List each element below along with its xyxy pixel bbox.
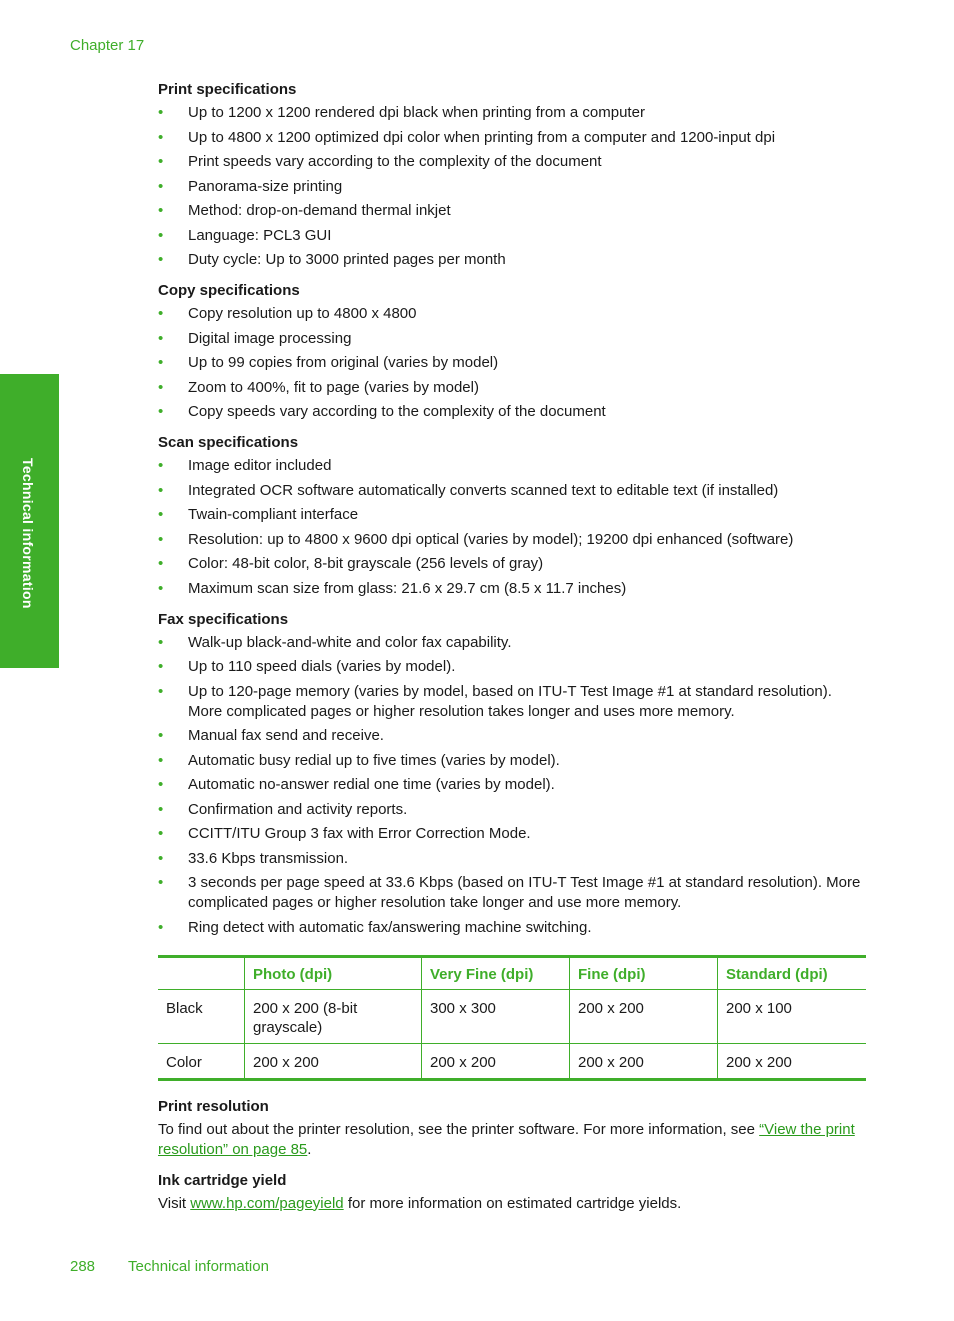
list-item [158,849,868,869]
table-cell: 200 x 200 [422,1043,570,1079]
bullet-icon: • [158,251,164,268]
list-item-text: Maximum scan size from glass: 21.6 x 29.7 cm (8.5 x 11.7 inches) [188,579,627,597]
table-cell: 300 x 300 [422,989,570,1043]
list-item [158,579,868,599]
list-item [158,103,868,123]
table-cell: 200 x 200 [570,1043,718,1079]
ink-yield-text [158,1194,868,1214]
footer-section-title: Technical information [128,1258,269,1275]
list-item-text: Resolution: up to 4800 x 9600 dpi optical (varies by model); 19200 dpi enhanced (software) [188,530,794,548]
side-tab-label: Technical information [20,458,36,609]
list-item [158,456,868,476]
list-item [158,505,868,525]
table-row [158,989,866,1043]
bullet-icon: • [158,874,164,891]
print-resolution-heading: Print resolution [158,1097,269,1115]
bullet-icon: • [158,579,164,597]
chapter-label: Chapter 17 [70,37,145,54]
side-tab [0,374,59,668]
scan-spec-heading: Scan specifications [158,434,299,451]
copy-spec-list [158,304,868,422]
list-item [158,554,868,574]
copy-spec-heading: Copy specifications [158,282,300,299]
list-item-text: Copy speeds vary according to the complexity of the document [188,403,606,420]
list-item [158,800,868,820]
bullet-icon: • [158,727,164,744]
list-item-text: Up to 4800 x 1200 optimized dpi color when printing from a computer and 1200-input dpi [188,128,776,146]
bullet-icon: • [158,177,164,195]
table-header-cell [158,956,245,989]
list-item [158,726,868,746]
list-item [158,304,868,324]
bullet-icon: • [158,751,164,769]
bullet-icon: • [158,633,164,651]
list-item-text: Up to 110 speed dials (varies by model). [188,658,456,675]
list-item [158,201,868,221]
page-number: 288 [70,1258,96,1275]
list-item-text: Manual fax send and receive. [188,727,384,744]
table-header-cell: Photo (dpi) [245,956,422,989]
list-item-text: Up to 99 copies from original (varies by model) [188,354,499,371]
bullet-icon: • [158,825,164,842]
list-item-text: Method: drop-on-demand thermal inkjet [188,202,451,219]
list-item-text: Confirmation and activity reports. [188,800,408,818]
bullet-icon: • [158,202,164,219]
view-print-resolution-link[interactable]: “View the print resolution” on page 85 [158,1120,855,1158]
print-spec-heading: Print specifications [158,81,297,98]
table-row [158,1043,866,1079]
bullet-icon: • [158,658,164,675]
list-item-text: Ring detect with automatic fax/answering machine switching. [188,918,592,936]
ink-yield-text-after: for more information on estimated cartridge yields. [343,1194,682,1212]
bullet-icon: • [158,153,164,170]
list-item-text: Up to 1200 x 1200 rendered dpi black when printing from a computer [188,104,645,121]
print-resolution-text-before: To find out about the printer resolution, see the printer software. For more information, see [158,1120,760,1138]
table-cell: Color [166,1053,202,1071]
list-item [158,177,868,197]
list-item [158,378,868,398]
list-item [158,775,868,795]
bullet-icon: • [158,128,164,146]
list-item [158,481,868,501]
bullet-icon: • [158,776,164,793]
bullet-icon: • [158,403,164,420]
table-header-cell: Fine (dpi) [570,956,718,989]
list-item [158,250,868,270]
table-header-cell: Standard (dpi) [718,956,867,989]
list-item [158,751,868,771]
list-item [158,353,868,373]
list-item-text: 33.6 Kbps transmission. [188,849,349,867]
list-item-text: Language: PCL3 GUI [188,226,332,244]
bullet-icon: • [158,329,164,347]
ink-yield-heading: Ink cartridge yield [158,1171,287,1189]
bullet-icon: • [158,457,164,474]
list-item-text: Zoom to 400%, fit to page (varies by model) [188,378,479,396]
list-item-text: Walk-up black-and-white and color fax capability. [188,633,512,651]
list-item-text: Up to 120-page memory (varies by model, based on ITU-T Test Image #1 at standard resolution). More complicated pages or higher resolution takes longer and uses more memory. [188,682,832,720]
bullet-icon: • [158,682,164,700]
page-content [158,80,868,1225]
table-header-cell: Very Fine (dpi) [422,956,570,989]
bullet-icon: • [158,104,164,121]
scan-spec-list [158,456,868,599]
bullet-icon: • [158,506,164,523]
list-item-text: Color: 48-bit color, 8-bit grayscale (256 levels of gray) [188,555,544,572]
table-cell: Black [166,999,203,1017]
print-resolution-text [158,1120,868,1160]
list-item-text: Automatic no-answer redial one time (varies by model). [188,776,555,793]
list-item [158,226,868,246]
print-resolution-text-after: . [307,1140,312,1158]
list-item [158,633,868,653]
list-item-text: Integrated OCR software automatically converts scanned text to editable text (if installed) [188,481,779,499]
list-item-text: Automatic busy redial up to five times (varies by model). [188,751,560,769]
bullet-icon: • [158,305,164,322]
list-item-text: Copy resolution up to 4800 x 4800 [188,305,417,322]
table-cell: 200 x 200 (8-bit grayscale) [245,989,422,1043]
table-cell: 200 x 200 [245,1043,422,1079]
bullet-icon: • [158,918,164,936]
list-item-text: Digital image processing [188,329,352,347]
list-item-text: Duty cycle: Up to 3000 printed pages per month [188,251,506,268]
list-item [158,873,868,913]
list-item-text: CCITT/ITU Group 3 fax with Error Correction Mode. [188,825,531,842]
list-item-text: Panorama-size printing [188,177,343,195]
list-item [158,530,868,550]
bullet-icon: • [158,354,164,371]
table-cell: 200 x 100 [718,989,867,1043]
list-item [158,657,868,677]
bullet-icon: • [158,800,164,818]
bullet-icon: • [158,226,164,244]
bullet-icon: • [158,530,164,548]
table-cell: 200 x 200 [718,1043,867,1079]
fax-spec-heading: Fax specifications [158,610,289,628]
list-item [158,329,868,349]
list-item [158,128,868,148]
table-header-row [158,956,866,989]
ink-yield-text-before: Visit [158,1194,191,1212]
list-item [158,824,868,844]
list-item [158,402,868,422]
table-cell: 200 x 200 [570,989,718,1043]
pageyield-link[interactable]: www.hp.com/pageyield [190,1194,344,1212]
list-item [158,682,868,722]
bullet-icon: • [158,555,164,572]
bullet-icon: • [158,849,164,867]
list-item [158,918,868,938]
bullet-icon: • [158,378,164,396]
fax-resolution-table [158,955,866,1081]
list-item-text: Print speeds vary according to the complexity of the document [188,153,602,170]
list-item [158,152,868,172]
list-item-text: 3 seconds per page speed at 33.6 Kbps (based on ITU-T Test Image #1 at standard resolution). More complicated pages or higher resolution take longer and use more memory. [188,874,861,911]
list-item-text: Image editor included [188,457,332,474]
page-footer [70,1258,269,1275]
bullet-icon: • [158,481,164,499]
fax-spec-list [158,633,868,938]
print-spec-list [158,103,868,270]
list-item-text: Twain-compliant interface [188,506,359,523]
